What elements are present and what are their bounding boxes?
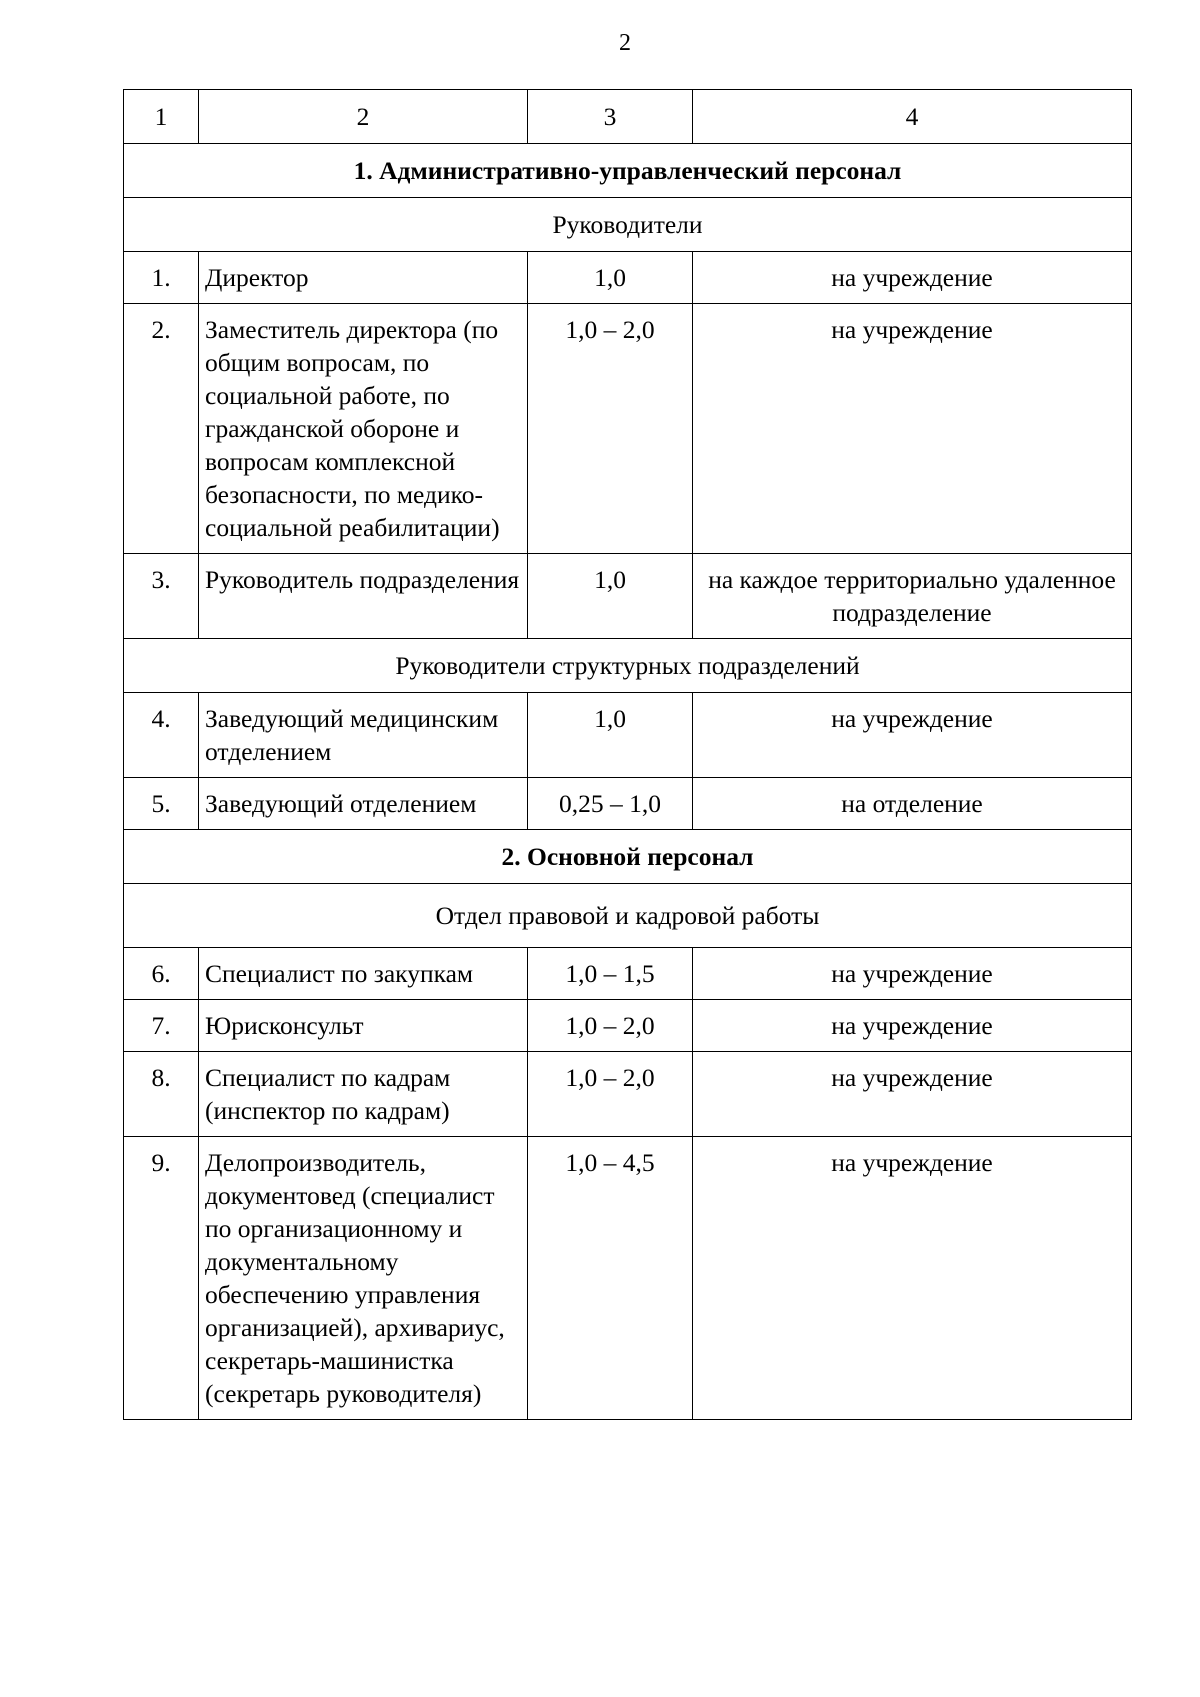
position-name: Заведующий отделением — [199, 778, 528, 830]
section-row — [124, 830, 1132, 884]
section-title: 1. Административно-управленческий персонал — [124, 144, 1132, 198]
table-row — [124, 304, 1132, 554]
table-row — [124, 252, 1132, 304]
column-number-header: 1 — [124, 90, 199, 144]
row-number: 3. — [124, 554, 199, 639]
staff-units: 1,0 – 2,0 — [528, 1000, 693, 1052]
column-number-header: 4 — [693, 90, 1132, 144]
subsection-title: Руководители структурных подразделений — [124, 639, 1132, 693]
staff-units: 1,0 – 4,5 — [528, 1137, 693, 1420]
row-number: 2. — [124, 304, 199, 554]
row-number: 1. — [124, 252, 199, 304]
row-number: 9. — [124, 1137, 199, 1420]
allocation-basis: на отделение — [693, 778, 1132, 830]
table-row — [124, 1000, 1132, 1052]
subsection-row — [124, 884, 1132, 948]
allocation-basis: на учреждение — [693, 304, 1132, 554]
staffing-table — [123, 89, 1132, 1420]
position-name: Руководитель подразделения — [199, 554, 528, 639]
row-number: 6. — [124, 948, 199, 1000]
staff-units: 1,0 — [528, 252, 693, 304]
allocation-basis: на учреждение — [693, 693, 1132, 778]
table-row — [124, 948, 1132, 1000]
table-row — [124, 778, 1132, 830]
subsection-title: Отдел правовой и кадровой работы — [124, 884, 1132, 948]
subsection-row — [124, 639, 1132, 693]
allocation-basis: на учреждение — [693, 1000, 1132, 1052]
row-number: 8. — [124, 1052, 199, 1137]
staff-units: 1,0 — [528, 554, 693, 639]
table-header-row — [124, 90, 1132, 144]
position-name: Специалист по закупкам — [199, 948, 528, 1000]
subsection-title: Руководители — [124, 198, 1132, 252]
page-number: 2 — [619, 30, 631, 56]
allocation-basis: на учреждение — [693, 1052, 1132, 1137]
position-name: Заведующий медицинским отделением — [199, 693, 528, 778]
section-title: 2. Основной персонал — [124, 830, 1132, 884]
row-number: 7. — [124, 1000, 199, 1052]
table-row — [124, 1052, 1132, 1137]
subsection-row — [124, 198, 1132, 252]
staff-units: 1,0 – 2,0 — [528, 1052, 693, 1137]
column-number-header: 3 — [528, 90, 693, 144]
table-row — [124, 1137, 1132, 1420]
allocation-basis: на учреждение — [693, 948, 1132, 1000]
position-name: Директор — [199, 252, 528, 304]
allocation-basis: на учреждение — [693, 252, 1132, 304]
allocation-basis: на каждое территориально удаленное подразделение — [693, 554, 1132, 639]
position-name: Заместитель директора (по общим вопросам, по социальной работе, по гражданской обороне и вопросам комплексной безопасности, по медико-социальной реабилитации) — [199, 304, 528, 554]
position-name: Юрисконсульт — [199, 1000, 528, 1052]
staff-units: 1,0 — [528, 693, 693, 778]
row-number: 5. — [124, 778, 199, 830]
position-name: Делопроизводитель, документовед (специалист по организационному и документальному обеспечению управления организацией), архивариус, секретарь-машинистка (секретарь руководителя) — [199, 1137, 528, 1420]
allocation-basis: на учреждение — [693, 1137, 1132, 1420]
table-row — [124, 554, 1132, 639]
section-row — [124, 144, 1132, 198]
staff-units: 1,0 – 2,0 — [528, 304, 693, 554]
position-name: Специалист по кадрам (инспектор по кадрам) — [199, 1052, 528, 1137]
column-number-header: 2 — [199, 90, 528, 144]
staff-units: 1,0 – 1,5 — [528, 948, 693, 1000]
staff-units: 0,25 – 1,0 — [528, 778, 693, 830]
table-row — [124, 693, 1132, 778]
row-number: 4. — [124, 693, 199, 778]
